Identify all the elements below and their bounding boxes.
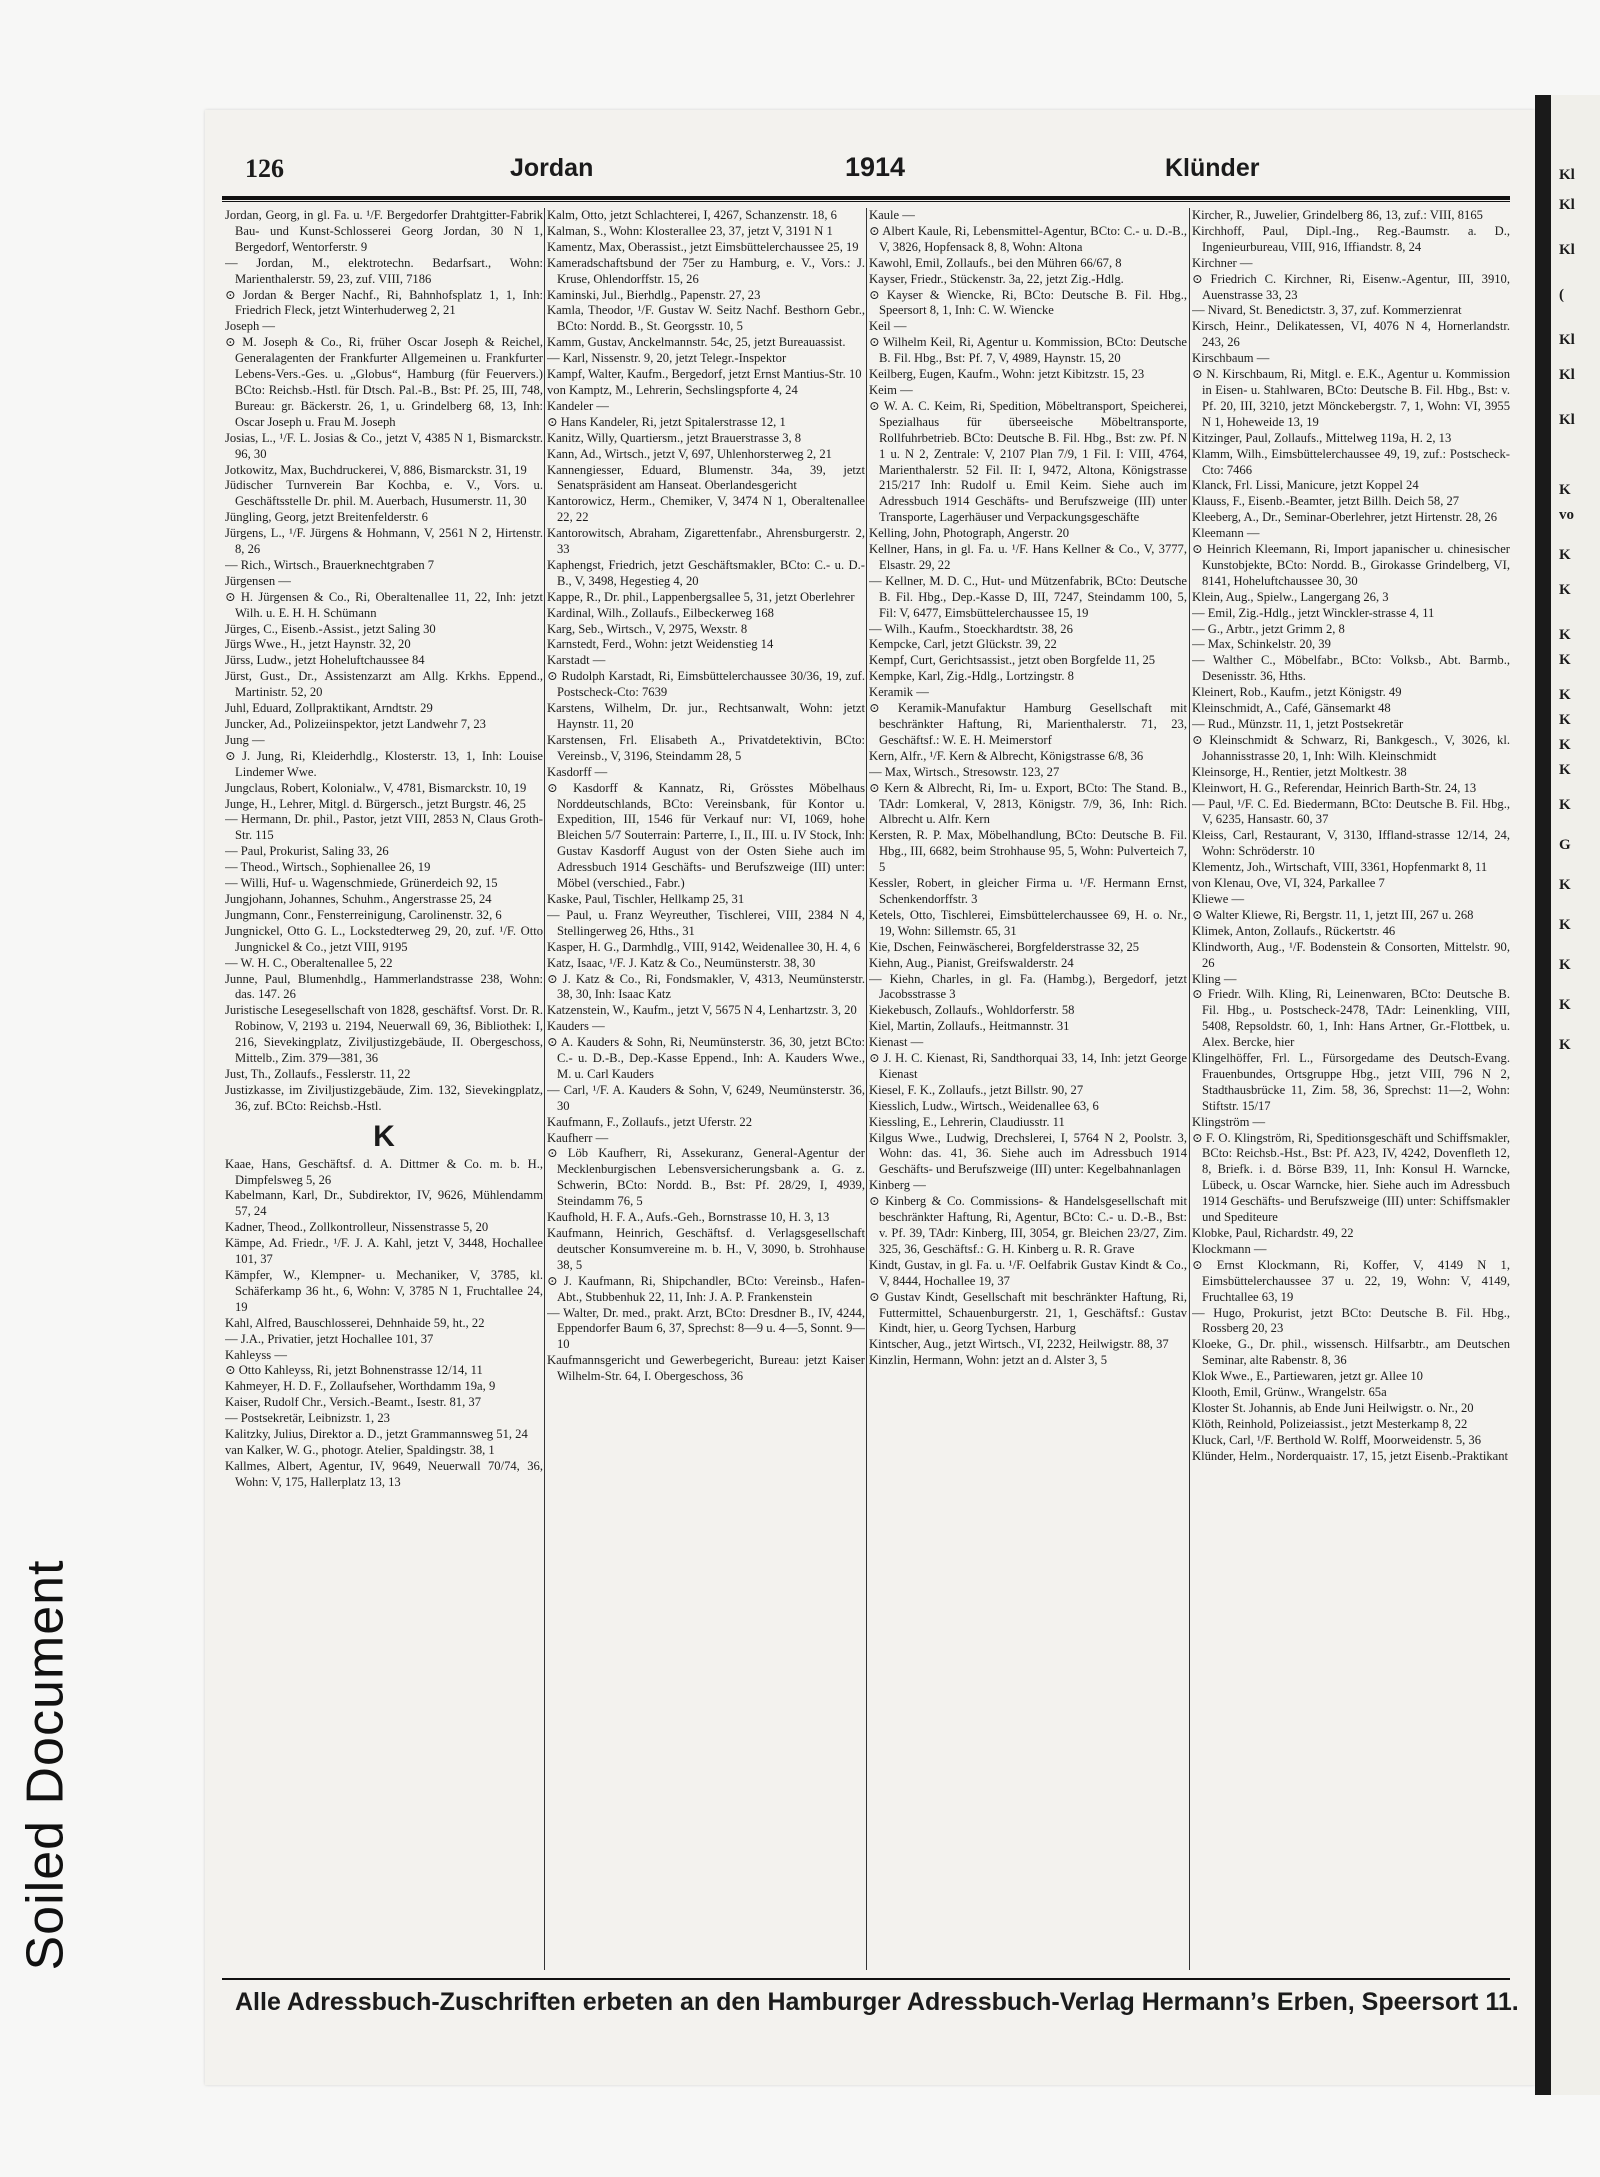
directory-entry: Kalitzky, Julius, Direktor a. D., jetzt Grammannsweg 51, 24 <box>225 1427 528 1442</box>
directory-entry: Kaiser, Rudolf Chr., Versich.-Beamt., Isestr. 81, 37 <box>225 1395 481 1410</box>
directory-entry: Jotkowitz, Max, Buchdruckerei, V, 886, Bismarckstr. 31, 19 <box>225 462 527 477</box>
directory-entry: Kliewe — <box>1192 891 1245 906</box>
directory-entry: ⊙ W. A. C. Keim, Ri, Spedition, Möbeltransport, Speicherei, Spezialhaus für überseeische Möbeltransporte, Rollfuhrbetrieb. BCto: Deutsche B. Fil. Hbg., Bst: zw. Pf. N 1 u. N 2, Zentrale: V, 2107 Plan 7/9, 1 Fil. I: VIII, 4764, Marienthalerstr. 52 Fil. II: I, 9472, Altona, Königstrasse 215/217 Inh: Rudolf u. Emil Keim. Siehe auch im Adressbuch 1914 Geschäfts- und Berufszweige (III) unter Transporte, Lagerhäuser und Verpackungsgeschäfte <box>869 398 1187 525</box>
directory-entry: Kauders — <box>547 1019 605 1034</box>
directory-entry: — Paul, u. Franz Weyreuther, Tischlerei, VIII, 2384 N 4, Stellingerweg 26, Hths., 31 <box>547 907 865 938</box>
directory-entry: Kiehn, Aug., Pianist, Greifswalderstr. 24 <box>869 955 1074 970</box>
directory-entry: — Kiehn, Charles, in gl. Fa. (Hambg.), Bergedorf, jetzt Jacobsstrasse 3 <box>869 971 1187 1002</box>
directory-entry: Juncker, Ad., Polizeiinspektor, jetzt Landwehr 7, 23 <box>225 717 486 731</box>
facing-page-fragment: K <box>1559 627 1571 643</box>
directory-entry: Klamm, Wilh., Eimsbüttelerchaussee 49, 19, zuf.: Postscheck-Cto: 7466 <box>1192 446 1510 477</box>
directory-entry: Kaminski, Jul., Bierhdlg., Papenstr. 27, 23 <box>547 287 761 302</box>
directory-entry: Klöth, Reinhold, Polizeiassist., jetzt Mesterkamp 8, 22 <box>1192 1416 1468 1431</box>
directory-entry: Jürgens, L., ¹/F. Jürgens & Hohmann, V, 2561 N 2, Hirtenstr. 8, 26 <box>225 526 543 557</box>
directory-entry: Kann, Ad., Wirtsch., jetzt V, 697, Uhlenhorsterweg 2, 21 <box>547 446 832 461</box>
directory-entry: — Carl, ¹/F. A. Kauders & Sohn, V, 6249, Neumünsterstr. 36, 30 <box>547 1082 865 1113</box>
directory-entry: ⊙ Gustav Kindt, Gesellschaft mit beschränkter Haftung, Ri, Futtermittel, Schauenburgerstr. 21, 1, Geschäftsf.: Gustav Kindt, hier, u. Georg Tychsen, Harburg <box>869 1289 1187 1336</box>
directory-entry: Junne, Paul, Blumenhdlg., Hammerlandstrasse 238, Wohn: das. 147. 26 <box>225 971 543 1002</box>
header-last-entry: Klünder <box>1165 154 1260 182</box>
directory-entry: — Paul, ¹/F. C. Ed. Biedermann, BCto: Deutsche B. Fil. Hbg., V, 6235, Hansastr. 60, 37 <box>1192 796 1510 827</box>
directory-entry: Kindt, Gustav, in gl. Fa. u. ¹/F. Oelfabrik Gustav Kindt & Co., V, 8444, Hochallee 19, 37 <box>869 1257 1187 1288</box>
column-divider <box>1189 208 1190 1970</box>
directory-entry: Kiesel, F. K., Zollaufs., jetzt Billstr. 90, 27 <box>869 1082 1084 1097</box>
directory-entry: Kayser, Friedr., Stückenstr. 3a, 22, jetzt Zig.-Hdlg. <box>869 271 1124 286</box>
facing-page-fragment: K <box>1559 712 1571 728</box>
directory-entry: Keilberg, Eugen, Kaufm., Wohn: jetzt Kibitzstr. 15, 23 <box>869 367 1145 382</box>
directory-entry: Klünder, Helm., Norderquaistr. 17, 15, jetzt Eisenb.-Praktikant <box>1192 1448 1509 1463</box>
directory-entry: Kaufherr — <box>547 1130 609 1145</box>
directory-entry: Kämpe, Ad. Friedr., ¹/F. J. A. Kahl, jetzt V, 3448, Hochallee 101, 37 <box>225 1236 543 1267</box>
directory-entry: Kempke, Karl, Zig.-Hdlg., Lortzingstr. 8 <box>869 669 1074 684</box>
facing-page-fragment: K <box>1559 547 1571 563</box>
facing-page-fragment: Kl <box>1559 197 1575 213</box>
directory-entry: — Theod., Wirtsch., Sophienallee 26, 19 <box>225 860 431 875</box>
directory-entry: — Max, Schinkelstr. 20, 39 <box>1192 637 1331 652</box>
directory-entry: Kessler, Robert, in gleicher Firma u. ¹/F. Hermann Ernst, Schenkendorffstr. 3 <box>869 876 1187 906</box>
facing-page-fragment: Kl <box>1559 167 1575 183</box>
facing-page-fragment: K <box>1559 957 1571 973</box>
directory-entry: Kinberg — <box>869 1178 926 1193</box>
directory-entry: ⊙ Albert Kaule, Ri, Lebensmittel-Agentur, BCto: C.- u. D.-B., V, 3826, Hopfensack 8, 8, Wohn: Altona <box>869 223 1187 254</box>
directory-entry: ⊙ Kasdorff & Kannatz, Ri, Grösstes Möbelhaus Norddeutschlands, BCto: Vereinsbank, für Kontor u. Expedition, III, 1546 für Verkauf nur: VI, 1069, hohe Bleichen 5/7 Souterrain: Parterre, I., II., III. u. IV Stock, Inh: Gustav Kasdorff August von der Osten Siehe auch im Adressbuch 1914 Geschäfts- und Berufszweige (III) unter: Möbel (verschied., Fabr.) <box>547 780 865 891</box>
directory-entry: — Karl, Nissenstr. 9, 20, jetzt Telegr.-Inspektor <box>547 351 787 366</box>
directory-entry: Klauss, F., Eisenb.-Beamter, jetzt Billh. Deich 58, 27 <box>1192 494 1460 509</box>
directory-entry: — Nivard, St. Benedictstr. 3, 37, zuf. Kommerzienrat <box>1192 303 1462 318</box>
directory-entry: Kaske, Paul, Tischler, Hellkamp 25, 31 <box>547 891 745 906</box>
directory-entry: Karg, Seb., Wirtsch., V, 2975, Wexstr. 8 <box>547 621 748 636</box>
facing-page-fragment: K <box>1559 877 1571 893</box>
directory-entry: Kalman, S., Wohn: Klosterallee 23, 37, jetzt V, 3191 N 1 <box>547 223 833 238</box>
directory-entry: Jungjohann, Johannes, Schuhm., Angerstrasse 25, 24 <box>225 891 492 906</box>
directory-entry: Keim — <box>869 382 913 397</box>
directory-entry: Jungnickel, Otto G. L., Lockstedterweg 29, 20, zuf. ¹/F. Otto Jungnickel & Co., jetzt VIII, 9195 <box>225 923 543 954</box>
directory-entry: Jürgensen — <box>225 573 291 588</box>
directory-entry: Kappe, R., Dr. phil., Lappenbergsallee 5, 31, jetzt Oberlehrer <box>547 589 855 604</box>
column-3 <box>869 208 1187 1970</box>
publisher-footer: Alle Adressbuch-Zuschriften erbeten an den Hamburger Adressbuch-Verlag Hermann’s Erben, Speersort 11. <box>235 1988 1519 2016</box>
facing-page-fragment: K <box>1559 917 1571 933</box>
directory-entry: Keramik — <box>869 685 929 700</box>
directory-entry: Klockmann — <box>1192 1241 1267 1256</box>
directory-entry: ⊙ J. Kaufmann, Ri, Shipchandler, BCto: Vereinsb., Hafen-Abt., Stubbenhuk 22, 11, Inh: J. A. P. Frankenstein <box>547 1273 865 1304</box>
directory-entry: Kawohl, Emil, Zollaufs., bei den Mühren 66/67, 8 <box>869 255 1122 270</box>
directory-entry: Klanck, Frl. Lissi, Manicure, jetzt Koppel 24 <box>1192 478 1419 493</box>
directory-entry: ⊙ Kinberg & Co. Commissions- & Handelsgesellschaft mit beschränkter Haftung, Ri, Agentur, BCto: C.- u. D.-B., Bst: v. Pf. 39, TAdr: Kinberg, III, 3054, gr. Bleichen 23/27, Zim. 325, 36, Geschäftsf.: G. H. Kinberg u. R. R. Grave <box>869 1194 1187 1256</box>
directory-entry: Katz, Isaac, ¹/F. J. Katz & Co., Neumünsterstr. 38, 30 <box>547 955 816 970</box>
directory-entry: — Max, Wirtsch., Stresowstr. 123, 27 <box>869 764 1060 779</box>
page-number: 126 <box>245 154 284 183</box>
column-1 <box>225 208 543 1970</box>
directory-entry: Kleeberg, A., Dr., Seminar-Oberlehrer, jetzt Hirtenstr. 28, 26 <box>1192 510 1498 525</box>
directory-entry: Klingström — <box>1192 1114 1266 1129</box>
directory-entry: Just, Th., Zollaufs., Fesslerstr. 11, 22 <box>225 1066 411 1081</box>
facing-page-fragment: K <box>1559 762 1571 778</box>
directory-entry: Kahl, Alfred, Bauschlosserei, Dehnhaide 59, ht., 22 <box>225 1315 485 1330</box>
directory-entry: ⊙ Jordan & Berger Nachf., Ri, Bahnhofsplatz 1, 1, Inh: Friedrich Fleck, jetzt Winterhuderweg 2, 21 <box>225 287 543 318</box>
directory-entry: — Hermann, Dr. phil., Pastor, jetzt VIII, 2853 N, Claus Groth-Str. 115 <box>225 812 543 843</box>
directory-entry: Klobke, Paul, Richardstr. 49, 22 <box>1192 1226 1354 1240</box>
directory-entry: Kirchner — <box>1192 255 1253 270</box>
directory-entry: ⊙ Kayser & Wiencke, Ri, BCto: Deutsche B. Fil. Hbg., Speersort 8, 1, Inh: C. W. Wiencke <box>869 287 1187 318</box>
directory-entry: Kircher, R., Juwelier, Grindelberg 86, 13, zuf.: VIII, 8165 <box>1192 208 1483 222</box>
directory-columns <box>225 208 1510 1970</box>
directory-entry: Klindworth, Aug., ¹/F. Bodenstein & Consorten, Mittelstr. 90, 26 <box>1192 939 1510 970</box>
directory-entry: Jürst, Gust., Dr., Assistenzarzt am Allg. Krkhs. Eppend., Martinistr. 52, 20 <box>225 669 543 700</box>
directory-entry: Kabelmann, Karl, Dr., Subdirektor, IV, 9626, Mühlendamm 57, 24 <box>225 1188 543 1219</box>
directory-entry: Kanitz, Willy, Quartiersm., jetzt Brauerstrasse 3, 8 <box>547 430 802 445</box>
directory-entry: Kintscher, Aug., jetzt Wirtsch., VI, 2232, Heilwigstr. 88, 37 <box>869 1337 1169 1352</box>
directory-entry: Junge, H., Lehrer, Mitgl. d. Bürgersch., jetzt Burgstr. 46, 25 <box>225 796 526 811</box>
directory-entry: ⊙ H. Jürgensen & Co., Ri, Oberaltenallee 11, 22, Inh: jetzt Wilh. u. E. H. H. Schümann <box>225 589 543 620</box>
facing-page-fragment: Kl <box>1559 412 1575 428</box>
directory-entry: Kamentz, Max, Oberassist., jetzt Eimsbüttelerchaussee 25, 19 <box>547 239 859 254</box>
directory-entry: Keil — <box>869 319 907 334</box>
directory-entry: van Kalker, W. G., photogr. Atelier, Spaldingstr. 38, 1 <box>225 1442 495 1457</box>
header-rule-thin <box>222 201 1510 202</box>
directory-entry: — Wilh., Kaufm., Stoeckhardtstr. 38, 26 <box>869 621 1073 636</box>
directory-entry: Kasper, H. G., Darmhdlg., VIII, 9142, Weidenallee 30, H. 4, 6 <box>547 939 861 954</box>
directory-entry: Kiekebusch, Zollaufs., Wohldorferstr. 58 <box>869 1003 1075 1018</box>
directory-entry: Kamm, Gustav, Anckelmannstr. 54c, 25, jetzt Bureauassist. <box>547 335 846 350</box>
directory-entry: Kempcke, Carl, jetzt Glückstr. 39, 22 <box>869 637 1057 652</box>
facing-page-fragment: K <box>1559 687 1571 703</box>
directory-entry: Jürss, Ludw., jetzt Hoheluftchaussee 84 <box>225 653 425 668</box>
directory-entry: Karstensen, Frl. Elisabeth A., Privatdetektivin, BCto: Vereinsb., V, 3196, Steindamm 28, 5 <box>547 732 865 763</box>
directory-entry: ⊙ J. Katz & Co., Ri, Fondsmakler, V, 4313, Neumünsterstr. 38, 30, Inh: Isaac Katz <box>547 971 865 1002</box>
directory-entry: von Kamptz, M., Lehrerin, Sechslingspforte 4, 24 <box>547 382 798 397</box>
directory-entry: Karstens, Wilhelm, Dr. jur., Rechtsanwalt, Wohn: jetzt Haynstr. 11, 20 <box>547 701 865 731</box>
directory-entry: ⊙ Löb Kaufherr, Ri, Assekuranz, General-Agentur der Mecklenburgischen Lebensversicherungsbank a. G. z. Schwerin, BCto: Nordd. B., Bst: Pf. 28/29, I, 4939, Steindamm 76, 5 <box>547 1146 865 1209</box>
directory-entry: Kahmeyer, H. D. F., Zollaufseher, Worthdamm 19a, 9 <box>225 1379 496 1394</box>
facing-page-fragment: ( <box>1559 287 1564 303</box>
directory-entry: Jungmann, Conr., Fensterreinigung, Carolinenstr. 32, 6 <box>225 907 502 922</box>
directory-entry: Klingelhöffer, Frl. L., Fürsorgedame des Deutsch-Evang. Frauenbundes, Ortsgruppe Hbg., jetzt VIII, 796 N 2, Stadthausbrücke 11, Zim. 58, 36, Sprechst: 11—2, Wohn: Stiftstr. 15/17 <box>1192 1051 1510 1113</box>
page-header <box>245 150 1490 190</box>
header-year: 1914 <box>845 152 906 182</box>
directory-entry: Kleinert, Rob., Kaufm., jetzt Königstr. 49 <box>1192 685 1402 700</box>
facing-page-fragment: K <box>1559 797 1571 813</box>
directory-entry: — W. H. C., Oberaltenallee 5, 22 <box>225 955 393 970</box>
directory-entry: Kantorowitsch, Abraham, Zigarettenfabr., Ahrensburgerstr. 2, 33 <box>547 526 865 557</box>
directory-entry: Kantorowicz, Herm., Chemiker, V, 3474 N 1, Oberaltenallee 22, 22 <box>547 494 865 525</box>
section-letter: K <box>373 1119 395 1153</box>
directory-entry: Kern, Alfr., ¹/F. Kern & Albrecht, Königstrasse 6/8, 36 <box>869 748 1144 763</box>
directory-entry: Kämpfer, W., Klempner- u. Mechaniker, V, 3785, kl. Schäferkamp 36 ht., 6, Wohn: V, 3785 N 1, Fruchtallee 24, 19 <box>225 1268 543 1314</box>
directory-entry: Kandeler — <box>547 398 609 413</box>
directory-entry: ⊙ A. Kauders & Sohn, Ri, Neumünsterstr. 36, 30, jetzt BCto: C.- u. D.-B., Dep.-Kasse Eppend., Inh: A. Kauders Wwe., M. u. Carl Kauders <box>547 1035 865 1081</box>
directory-entry: — Willi, Huf- u. Wagenschmiede, Grünerdeich 92, 15 <box>225 876 498 891</box>
directory-entry: Jungclaus, Robert, Kolonialw., V, 4781, Bismarckstr. 10, 19 <box>225 780 527 795</box>
directory-entry: ⊙ Otto Kahleyss, Ri, jetzt Bohnenstrasse 12/14, 11 <box>225 1363 483 1378</box>
directory-entry: Juristische Lesegesellschaft von 1828, geschäftsf. Vorst. Dr. R. Robinow, V, 2193 u. 2194, Neuerwall 69, 36, Bibliothek: I, 216, Sievekingplatz, Ziviljustizgebäude, II. Obergeschoss, Mittelb., Zim. 379—381, 36 <box>225 1003 543 1066</box>
directory-entry: Kloster St. Johannis, ab Ende Juni Heilwigstr. o. Nr., 20 <box>1192 1400 1474 1415</box>
facing-page-fragment: K <box>1559 652 1571 668</box>
directory-entry: Klein, Aug., Spielw., Langergang 26, 3 <box>1192 589 1389 604</box>
directory-entry: Kleinsorge, H., Rentier, jetzt Moltkestr. 38 <box>1192 764 1407 779</box>
facing-page-fragment: K <box>1559 997 1571 1013</box>
directory-entry: Josias, L., ¹/F. L. Josias & Co., jetzt V, 4385 N 1, Bismarckstr. 96, 30 <box>225 430 543 461</box>
header-rule <box>222 196 1510 200</box>
directory-entry: Kallmes, Albert, Agentur, IV, 9649, Neuerwall 70/74, 36, Wohn: V, 175, Hallerplatz 13, 13 <box>225 1458 543 1489</box>
directory-entry: Kiel, Martin, Zollaufs., Heitmannstr. 31 <box>869 1019 1070 1034</box>
directory-entry: Jürges, C., Eisenb.-Assist., jetzt Saling 30 <box>225 621 436 636</box>
directory-entry: Kaufmann, F., Zollaufs., jetzt Uferstr. 22 <box>547 1114 752 1129</box>
directory-entry: Klooth, Emil, Grünw., Wrangelstr. 65a <box>1192 1385 1387 1400</box>
directory-entry: Kloeke, G., Dr. phil., wissensch. Hilfsarbtr., am Deutschen Seminar, alte Rabenstr. 8, 36 <box>1192 1337 1510 1368</box>
directory-entry: Kellner, Hans, in gl. Fa. u. ¹/F. Hans Kellner & Co., V, 3777, Elsastr. 29, 22 <box>869 542 1187 572</box>
directory-entry: Klok Wwe., E., Partiewaren, jetzt gr. Allee 10 <box>1192 1369 1423 1384</box>
directory-entry: Jüdischer Turnverein Bar Kochba, e. V., Vors. u. Geschäftsstelle Dr. phil. M. Auerbach, Husumerstr. 11, 30 <box>225 478 543 509</box>
directory-entry: Kinzlin, Hermann, Wohn: jetzt an d. Alster 3, 5 <box>869 1353 1107 1368</box>
directory-entry: Kaufmann, Heinrich, Geschäftsf. d. Verlagsgesellschaft deutscher Konsumvereine m. b. H., V, 3090, b. Strohhause 38, 5 <box>547 1226 865 1272</box>
directory-entry: ⊙ J. H. C. Kienast, Ri, Sandthorquai 33, 14, Inh: jetzt George Kienast <box>869 1051 1187 1081</box>
directory-entry: Kiessling, E., Lehrerin, Claudiusstr. 11 <box>869 1114 1065 1129</box>
directory-entry: Katzenstein, W., Kaufm., jetzt V, 5675 N 4, Lenhartzstr. 3, 20 <box>547 1003 857 1018</box>
directory-entry: Kaule — <box>869 208 915 222</box>
directory-entry: Kleinschmidt, A., Café, Gänsemarkt 48 <box>1192 701 1391 716</box>
directory-entry: ⊙ M. Joseph & Co., Ri, früher Oscar Joseph & Reichel, Generalagenten der Frankfurter Allgemeinen u. Frankfurter Lebens-Vers.-Ges. u. „Globus“, Hamburg (für Feuervers.) BCto: Reichsb.-Hstl. für Dtsch. Pal.-B., Bst: Pf. 25, III, 748, Bureau: gr. Bäckerstr. 26, 1, u. Grindelberg 68, 13, Inh: Oscar Joseph u. Frau M. Joseph <box>225 335 543 429</box>
directory-entry: ⊙ Rudolph Karstadt, Ri, Eimsbüttelerchaussee 30/36, 19, zuf. Postscheck-Cto: 7639 <box>547 669 865 700</box>
facing-page-fragment: Kl <box>1559 367 1575 383</box>
header-first-entry: Jordan <box>510 154 594 182</box>
directory-entry: ⊙ Friedr. Wilh. Kling, Ri, Leinenwaren, BCto: Deutsche B. Fil. Hbg., u. Postscheck-2478, TAdr: Leinenkling, VIII, 5408, Repsoldstr. 60, 1, Inh: Hans Artner, Gr.-Flottbek, u. Alex. Bercke, hier <box>1192 987 1510 1050</box>
next-page-strip <box>1551 95 1600 2095</box>
directory-entry: Kahleyss — <box>225 1347 287 1362</box>
directory-entry: Kaufmannsgericht und Gewerbegericht, Bureau: jetzt Kaiser Wilhelm-Str. 64, I. Obergeschoss, 36 <box>547 1353 865 1384</box>
directory-entry: — Hugo, Prokurist, jetzt BCto: Deutsche B. Fil. Hbg., Rossberg 20, 23 <box>1192 1305 1510 1336</box>
directory-entry: Kelling, John, Photograph, Angerstr. 20 <box>869 526 1070 541</box>
directory-entry: Kling — <box>1192 971 1237 986</box>
facing-page-fragment: K <box>1559 1037 1571 1053</box>
directory-entry: Kleiss, Carl, Restaurant, V, 3130, Iffland-strasse 12/14, 24, Wohn: Schröderstr. 10 <box>1192 828 1510 859</box>
column-divider <box>866 208 867 1970</box>
directory-entry: Karnstedt, Ferd., Wohn: jetzt Weidenstieg 14 <box>547 637 774 652</box>
directory-entry: Kasdorff — <box>547 764 608 779</box>
directory-entry: Kardinal, Wilh., Zollaufs., Eilbeckerweg 168 <box>547 605 774 620</box>
column-4 <box>1192 208 1510 1970</box>
directory-entry: Kleemann — <box>1192 526 1260 541</box>
facing-page-fragment: K <box>1559 582 1571 598</box>
directory-entry: Klementz, Joh., Wirtschaft, VIII, 3361, Hopfenmarkt 8, 11 <box>1192 860 1488 875</box>
directory-entry: ⊙ J. Jung, Ri, Kleiderhdlg., Klosterstr. 13, 1, Inh: Louise Lindemer Wwe. <box>225 748 543 779</box>
footer-rule <box>222 1978 1510 1980</box>
facing-page-fragment: Kl <box>1559 332 1575 348</box>
directory-entry: Kiesslich, Ludw., Wirtsch., Weidenallee 63, 6 <box>869 1098 1099 1113</box>
directory-entry: ⊙ Ernst Klockmann, Ri, Koffer, V, 4149 N 1, Eimsbüttelerchaussee 37 u. 22, 19, Wohn: V, 4149, Fruchtallee 63, 19 <box>1192 1257 1510 1304</box>
directory-entry: ⊙ Hans Kandeler, Ri, jetzt Spitalerstrasse 12, 1 <box>547 414 786 429</box>
directory-entry: Joseph — <box>225 319 276 334</box>
directory-entry: Karstadt — <box>547 653 606 668</box>
directory-entry: Kilgus Wwe., Ludwig, Drechslerei, I, 5764 N 2, Poolstr. 3, Wohn: das. 41, 36. Siehe auch im Adressbuch 1914 Geschäfts- und Berufszweige (III) unter: Kegelbahnanlagen <box>869 1130 1187 1177</box>
directory-entry: ⊙ Walter Kliewe, Ri, Bergstr. 11, 1, jetzt III, 267 u. 268 <box>1192 907 1474 922</box>
directory-entry: Kaphengst, Friedrich, jetzt Geschäftsmakler, BCto: C.- u. D.-B., V, 3498, Hegestieg 4, 20 <box>547 557 865 588</box>
directory-entry: Kempf, Curt, Gerichtsassist., jetzt oben Borgfelde 11, 25 <box>869 653 1156 668</box>
directory-entry: — Rud., Münzstr. 11, 1, jetzt Postsekretär <box>1192 717 1404 731</box>
directory-entry: Justizkasse, im Ziviljustizgebäude, Zim. 132, Sievekingplatz, 36, zuf. BCto: Reichsb.-Hstl. <box>225 1082 543 1113</box>
directory-entry: — Walter, Dr. med., prakt. Arzt, BCto: Dresdner B., IV, 4244, Eppendorfer Baum 6, 37, Sprechst: 8—9 u. 4—5, Sonnt. 9—10 <box>547 1305 865 1352</box>
page-gutter-edge <box>1535 95 1551 2095</box>
directory-entry: Kirchhoff, Paul, Dipl.-Ing., Reg.-Baumstr. a. D., Ingenieurbureau, VIII, 916, Iffiandstr. 8, 24 <box>1192 223 1510 254</box>
column-divider <box>544 208 545 1970</box>
directory-entry: — G., Arbtr., jetzt Grimm 2, 8 <box>1192 621 1345 636</box>
directory-entry: ⊙ Kern & Albrecht, Ri, Im- u. Export, BCto: The Stand. B., TAdr: Lomkeral, V, 2813, Königstr. 7/9, 36, Inh: Rich. Albrecht u. Alfr. Kern <box>869 780 1187 827</box>
directory-entry: — Paul, Prokurist, Saling 33, 26 <box>225 844 389 859</box>
directory-entry: ⊙ Heinrich Kleemann, Ri, Import japanischer u. chinesischer Kunstobjekte, BCto: Nordd. B., Girokasse Grindelberg, VI, 8141, Hoheluftchaussee 30, 30 <box>1192 542 1510 588</box>
facing-page-fragment: G <box>1559 837 1571 853</box>
column-2 <box>547 208 865 1970</box>
directory-entry: Ketels, Otto, Tischlerei, Eimsbüttelerchaussee 69, H. o. Nr., 19, Wohn: Sillemstr. 65, 31 <box>869 907 1187 938</box>
directory-entry: Kalm, Otto, jetzt Schlachterei, I, 4267, Schanzenstr. 18, 6 <box>547 208 837 222</box>
directory-entry: Jordan, Georg, in gl. Fa. u. ¹/F. Bergedorfer Drahtgitter-Fabrik Bau- und Kunst-Schlosserei Georg Jordan, 30 N 1, Bergedorf, Wentorferstr. 9 <box>225 208 543 254</box>
directory-entry: ⊙ F. O. Klingström, Ri, Speditionsgeschäft und Schiffsmakler, BCto: Reichsb.-Hst., Bst: Pf. A23, IV, 4242, Dovenfleth 12, 8, Briefk. i. d. Börse B39, 11, Inh: Konsul H. Warncke, Lübeck, u. Oscar Warncke, hier. Siehe auch im Adressbuch 1914 Geschäfts- und Berufszweige (III) unter: Schiffsmakler und Spediteure <box>1192 1130 1510 1225</box>
directory-entry: Juhl, Eduard, Zollpraktikant, Arndtstr. 29 <box>225 701 433 716</box>
directory-entry: ⊙ N. Kirschbaum, Ri, Mitgl. e. E.K., Agentur u. Kommission in Eisen- u. Stahlwaren, BCto: Deutsche B. Fil. Hbg., Bst: v. Pf. 20, III, 3210, jetzt Mönckebergstr. 7, 1, Wohn: VI, 3955 N 1, Hoheweide 13, 19 <box>1192 367 1510 429</box>
directory-entry: — Postsekretär, Leibnizstr. 1, 23 <box>225 1411 390 1426</box>
directory-entry: — Emil, Zig.-Hdlg., jetzt Winckler-strasse 4, 11 <box>1192 605 1435 620</box>
directory-entry: Klimek, Anton, Zollaufs., Rückertstr. 46 <box>1192 923 1396 938</box>
directory-entry: ⊙ Friedrich C. Kirchner, Ri, Eisenw.-Agentur, III, 3910, Auenstrasse 33, 23 <box>1192 271 1510 302</box>
directory-entry: Kaae, Hans, Geschäftsf. d. A. Dittmer & Co. m. b. H., Dimpfelsweg 5, 26 <box>225 1156 543 1187</box>
directory-entry: — Walther C., Möbelfabr., BCto: Volksb., Abt. Barmb., Desenisstr. 36, Hths. <box>1192 653 1510 684</box>
directory-entry: Kameradschaftsbund der 75er zu Hamburg, e. V., Vors.: J. Kruse, Ohlendorffstr. 15, 26 <box>547 255 865 286</box>
soiled-document-label <box>0 1560 90 1970</box>
directory-entry: Jung — <box>225 732 265 747</box>
directory-entry: Kitzinger, Paul, Zollaufs., Mittelweg 119a, H. 2, 13 <box>1192 430 1452 445</box>
soiled-document-text: Soiled Document <box>16 1559 74 1971</box>
directory-entry: Kaufhold, H. F. A., Aufs.-Geh., Bornstrasse 10, H. 3, 13 <box>547 1210 830 1225</box>
directory-entry: Jürgs Wwe., H., jetzt Haynstr. 32, 20 <box>225 637 411 652</box>
directory-entry: — Rich., Wirtsch., Brauerknechtgraben 7 <box>225 557 435 572</box>
directory-entry: ⊙ Keramik-Manufaktur Hamburg Gesellschaft mit beschränkter Haftung, Ri, Marienthalerstr. 71, 23, Geschäftsf.: W. E. H. Meimerstorf <box>869 701 1187 747</box>
directory-entry: Kirschbaum — <box>1192 351 1270 366</box>
directory-entry: Kampf, Walter, Kaufm., Bergedorf, jetzt Ernst Mantius-Str. 10 <box>547 367 862 382</box>
directory-entry: — Jordan, M., elektrotechn. Bedarfsart., Wohn: Marienthalerstr. 59, 23, zuf. VIII, 7186 <box>225 255 543 286</box>
directory-entry: Kersten, R. P. Max, Möbelhandlung, BCto: Deutsche B. Fil. Hbg., III, 6682, beim Strohhause 95, 5, Wohn: Pulverteich 7, 5 <box>869 828 1187 875</box>
directory-entry: Kamla, Theodor, ¹/F. Gustav W. Seitz Nachf. Besthorn Gebr., BCto: Nordd. B., St. Georgsstr. 10, 5 <box>547 303 865 334</box>
facing-page-fragment: vo <box>1559 507 1574 523</box>
directory-entry: Kannengiesser, Eduard, Blumenstr. 34a, 39, jetzt Senatspräsident am Hanseat. Oberlandesgericht <box>547 462 865 493</box>
directory-entry: — J.A., Privatier, jetzt Hochallee 101, 37 <box>225 1331 434 1346</box>
directory-entry: Jüngling, Georg, jetzt Breitenfelderstr. 6 <box>225 510 428 525</box>
directory-entry: Kie, Dschen, Feinwäscherei, Borgfelderstrasse 32, 25 <box>869 939 1140 954</box>
directory-entry: ⊙ Wilhelm Keil, Ri, Agentur u. Kommission, BCto: Deutsche B. Fil. Hbg., Bst: Pf. 7, V, 4989, Haynstr. 15, 20 <box>869 335 1187 366</box>
directory-entry: Kluck, Carl, ¹/F. Berthold W. Rolff, Moorweidenstr. 5, 36 <box>1192 1432 1482 1447</box>
directory-entry: Kienast — <box>869 1035 924 1050</box>
directory-entry: ⊙ Kleinschmidt & Schwarz, Ri, Bankgesch., V, 3026, kl. Johannisstrasse 20, 1, Inh: Wilh. Kleinschmidt <box>1192 732 1510 763</box>
directory-entry: Kleinwort, H. G., Referendar, Heinrich Barth-Str. 24, 13 <box>1192 780 1477 795</box>
directory-entry: von Klenau, Ove, VI, 324, Parkallee 7 <box>1192 876 1385 891</box>
directory-entry: Kadner, Theod., Zollkontrolleur, Nissenstrasse 5, 20 <box>225 1220 489 1235</box>
directory-entry: — Kellner, M. D. C., Hut- und Mützenfabrik, BCto: Deutsche B. Fil. Hbg., Dep.-Kasse D, III, 7247, Steindamm 100, 5, Fil: V, 6477, Eimsbüttelerchaussee 15, 19 <box>869 573 1187 620</box>
directory-entry: Kirsch, Heinr., Delikatessen, VI, 4076 N 4, Hornerlandstr. 243, 26 <box>1192 319 1510 350</box>
facing-page-fragment: K <box>1559 482 1571 498</box>
facing-page-fragment: K <box>1559 737 1571 753</box>
facing-page-fragment: Kl <box>1559 242 1575 258</box>
